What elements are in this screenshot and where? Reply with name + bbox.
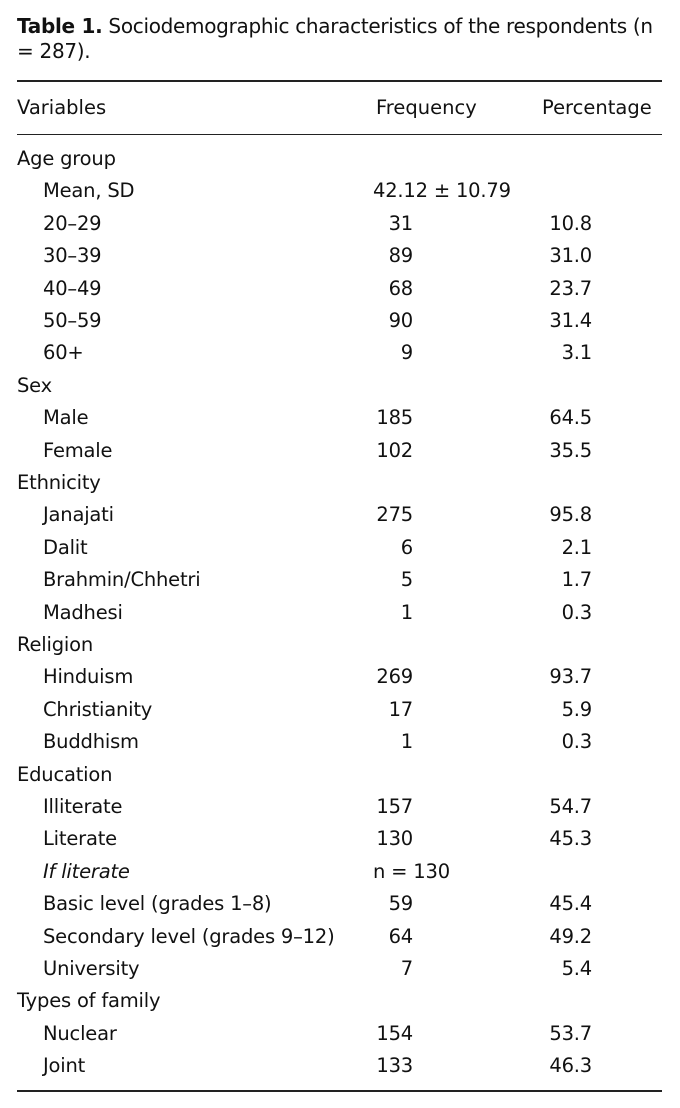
table-row [0, 730, 680, 762]
category-label: Religion [17, 633, 93, 656]
bottom-rule [17, 1090, 662, 1092]
table-row [0, 244, 680, 276]
frequency-cell: 157 [376, 795, 413, 818]
percentage-cell: 0.3 [561, 730, 592, 754]
frequency-cell: 1 [400, 730, 413, 754]
caption-text: Sociodemographic characteristics of the respondents (n = 287). [17, 14, 653, 63]
variable-label: Literate [43, 827, 117, 851]
frequency-cell: 154 [376, 1021, 413, 1045]
frequency-cell: 5 [400, 568, 413, 592]
percentage-cell: 45.3 [549, 827, 592, 851]
table-row [0, 179, 680, 211]
percentage-cell: 45.4 [549, 892, 592, 916]
variable-label: Secondary level (grades 9–12) [43, 924, 335, 948]
frequency-cell: 59 [388, 892, 413, 916]
frequency-cell: 9 [400, 341, 413, 365]
frequency-cell: 6 [400, 535, 413, 559]
frequency-cell: 64 [388, 924, 413, 948]
variable-label: Nuclear [43, 1021, 117, 1045]
table-row [0, 1022, 680, 1054]
frequency-cell: 185 [376, 406, 413, 430]
variable-label: 30–39 [43, 244, 102, 268]
frequency-cell: 17 [388, 697, 413, 721]
frequency-cell: 7 [400, 957, 413, 980]
table-row [0, 860, 680, 892]
percentage-cell: 46.3 [549, 1054, 592, 1078]
table-row [0, 568, 680, 600]
table-row [0, 406, 680, 438]
category-row [0, 374, 680, 406]
table-row [0, 212, 680, 244]
frequency-cell: 31 [388, 211, 413, 235]
category-label: Ethnicity [17, 471, 101, 494]
variable-label: If literate [43, 859, 130, 883]
frequency-cell: 89 [388, 244, 413, 268]
category-row [0, 147, 680, 179]
table-row [0, 341, 680, 373]
percentage-cell: 93.7 [549, 665, 592, 689]
table-row [0, 439, 680, 471]
frequency-cell: 269 [376, 665, 413, 689]
variable-label: Christianity [43, 697, 153, 721]
category-label: Types of family [17, 989, 161, 1013]
percentage-cell: 10.8 [549, 211, 592, 235]
variable-label: 40–49 [43, 276, 102, 300]
table-row [0, 277, 680, 309]
frequency-cell: n = 130 [373, 859, 450, 883]
table-row [0, 1054, 680, 1086]
frequency-cell: 102 [376, 438, 413, 462]
percentage-cell: 95.8 [549, 503, 592, 527]
variable-label: Madhesi [43, 600, 123, 624]
header-frequency: Frequency [376, 96, 477, 119]
header-rule [17, 134, 662, 135]
percentage-cell: 1.7 [561, 568, 592, 592]
variable-label: Male [43, 406, 89, 430]
table-row [0, 309, 680, 341]
percentage-cell: 49.2 [549, 924, 592, 948]
percentage-cell: 64.5 [549, 406, 592, 430]
frequency-cell: 1 [400, 600, 413, 624]
top-rule [17, 80, 662, 82]
variable-label: Basic level (grades 1–8) [43, 892, 272, 916]
variable-label: Dalit [43, 535, 88, 559]
table-row [0, 925, 680, 957]
percentage-cell: 54.7 [549, 795, 592, 818]
table-row [0, 601, 680, 633]
category-row [0, 471, 680, 503]
category-label: Age group [17, 147, 116, 170]
variable-label: Brahmin/Chhetri [43, 568, 201, 592]
variable-label: Hinduism [43, 665, 134, 689]
header-percentage: Percentage [542, 96, 652, 119]
variable-label: Buddhism [43, 730, 139, 754]
table-row [0, 665, 680, 697]
percentage-cell: 0.3 [561, 600, 592, 624]
percentage-cell: 5.4 [561, 957, 592, 980]
table-row [0, 536, 680, 568]
percentage-cell: 35.5 [549, 438, 592, 462]
table-row [0, 957, 680, 989]
percentage-cell: 5.9 [561, 697, 592, 721]
table-row [0, 698, 680, 730]
table-row [0, 892, 680, 924]
variable-label: 50–59 [43, 309, 102, 332]
variable-label: 20–29 [43, 211, 102, 235]
category-row [0, 989, 680, 1021]
variable-label: University [43, 957, 140, 980]
category-row [0, 763, 680, 795]
table-label: Table 1. [17, 14, 103, 38]
frequency-cell: 275 [376, 503, 413, 527]
variable-label: Joint [43, 1054, 86, 1078]
frequency-cell: 42.12 ± 10.79 [373, 179, 511, 203]
frequency-cell: 130 [376, 827, 413, 851]
variable-label: Mean, SD [43, 179, 135, 203]
frequency-cell: 68 [388, 276, 413, 300]
table-row [0, 827, 680, 859]
percentage-cell: 53.7 [549, 1021, 592, 1045]
percentage-cell: 31.4 [549, 309, 592, 332]
frequency-cell: 133 [376, 1054, 413, 1078]
header-variables: Variables [17, 96, 107, 119]
category-label: Education [17, 762, 113, 786]
category-label: Sex [17, 373, 52, 397]
variable-label: Janajati [43, 503, 114, 527]
table-caption [17, 14, 667, 64]
variable-label: Female [43, 438, 113, 462]
variable-label: 60+ [43, 341, 84, 365]
table-row [0, 503, 680, 535]
percentage-cell: 23.7 [549, 276, 592, 300]
category-row [0, 633, 680, 665]
table-row [0, 795, 680, 827]
percentage-cell: 31.0 [549, 244, 592, 268]
variable-label: Illiterate [43, 795, 123, 818]
percentage-cell: 2.1 [561, 535, 592, 559]
frequency-cell: 90 [388, 309, 413, 332]
percentage-cell: 3.1 [561, 341, 592, 365]
